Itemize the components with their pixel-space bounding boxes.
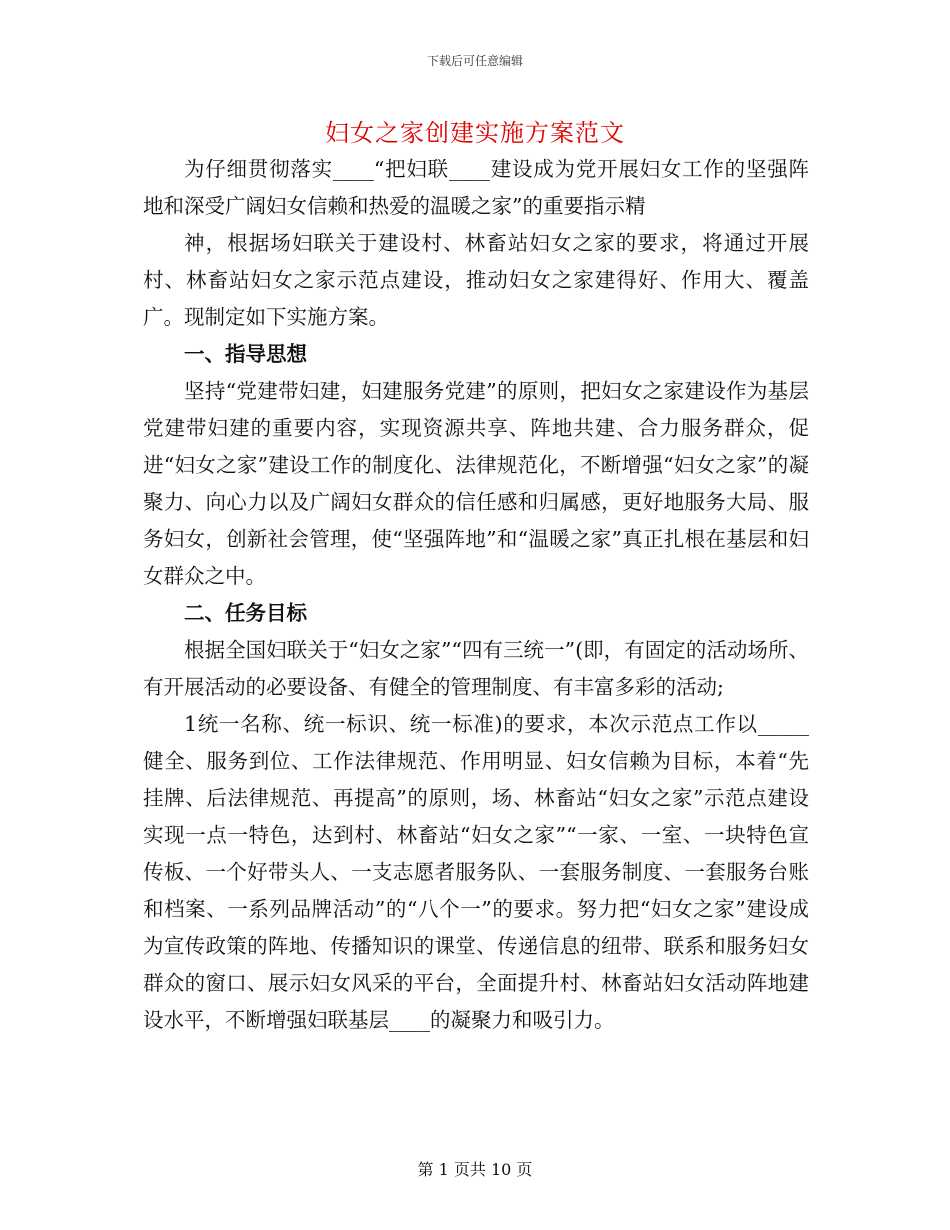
section-heading: 二、任务目标 — [184, 601, 307, 625]
document-body — [143, 151, 809, 1039]
section-heading: 一、指导思想 — [184, 342, 307, 366]
paragraph: 神，根据场妇联关于建设村、林畜站妇女之家的要求，将通过开展村、林畜站妇女之家示范点建设，推动妇女之家建得好、作用大、覆盖广。现制定如下实施方案。 — [143, 231, 809, 329]
paragraph: 根据全国妇联关于“妇女之家”“四有三统一”(即，有固定的活动场所、有开展活动的必要设备、有健全的管理制度、有丰富多彩的活动; — [143, 638, 809, 699]
page-number-footer: 第 1 页共 10 页 — [417, 1160, 533, 1179]
paragraph: 1统一名称、统一标识、统一标准)的要求，本次示范点工作以_____健全、服务到位、工作法律规范、作用明显、妇女信赖为目标，本着“先挂牌、后法律规范、再提高”的原则，场、林畜站“妇女之家”示范点建设实现一点一特色，达到村、林畜站“妇女之家”“一家、一室、一块特色宣传板、一个好带头人、一支志愿者服务队、一套服务制度、一套服务台账和档案、一系列品牌活动”的“八个一”的要求。努力把“妇女之家”建设成为宣传政策的阵地、传播知识的课堂、传递信息的纽带、联系和服务妇女群众的窗口、展示妇女风采的平台，全面提升村、林畜站妇女活动阵地建设水平，不断增强妇联基层____的凝聚力和吸引力。 — [143, 712, 809, 1032]
header-note: 下载后可任意编辑 — [426, 54, 523, 68]
paragraph: 坚持“党建带妇建，妇建服务党建”的原则，把妇女之家建设作为基层党建带妇建的重要内容，实现资源共享、阵地共建、合力服务群众，促进“妇女之家”建设工作的制度化、法律规范化，不断增强“妇女之家”的凝聚力、向心力以及广阔妇女群众的信任感和归属感，更好地服务大局、服务妇女，创新社会管理，使“坚强阵地”和“温暖之家”真正扎根在基层和妇女群众之中。 — [143, 379, 809, 588]
paragraph: 为仔细贯彻落实____“把妇联____建设成为党开展妇女工作的坚强阵地和深受广阔妇女信赖和热爱的温暖之家”的重要指示精 — [143, 157, 809, 218]
document-title: 妇女之家创建实施方案范文 — [325, 119, 625, 147]
